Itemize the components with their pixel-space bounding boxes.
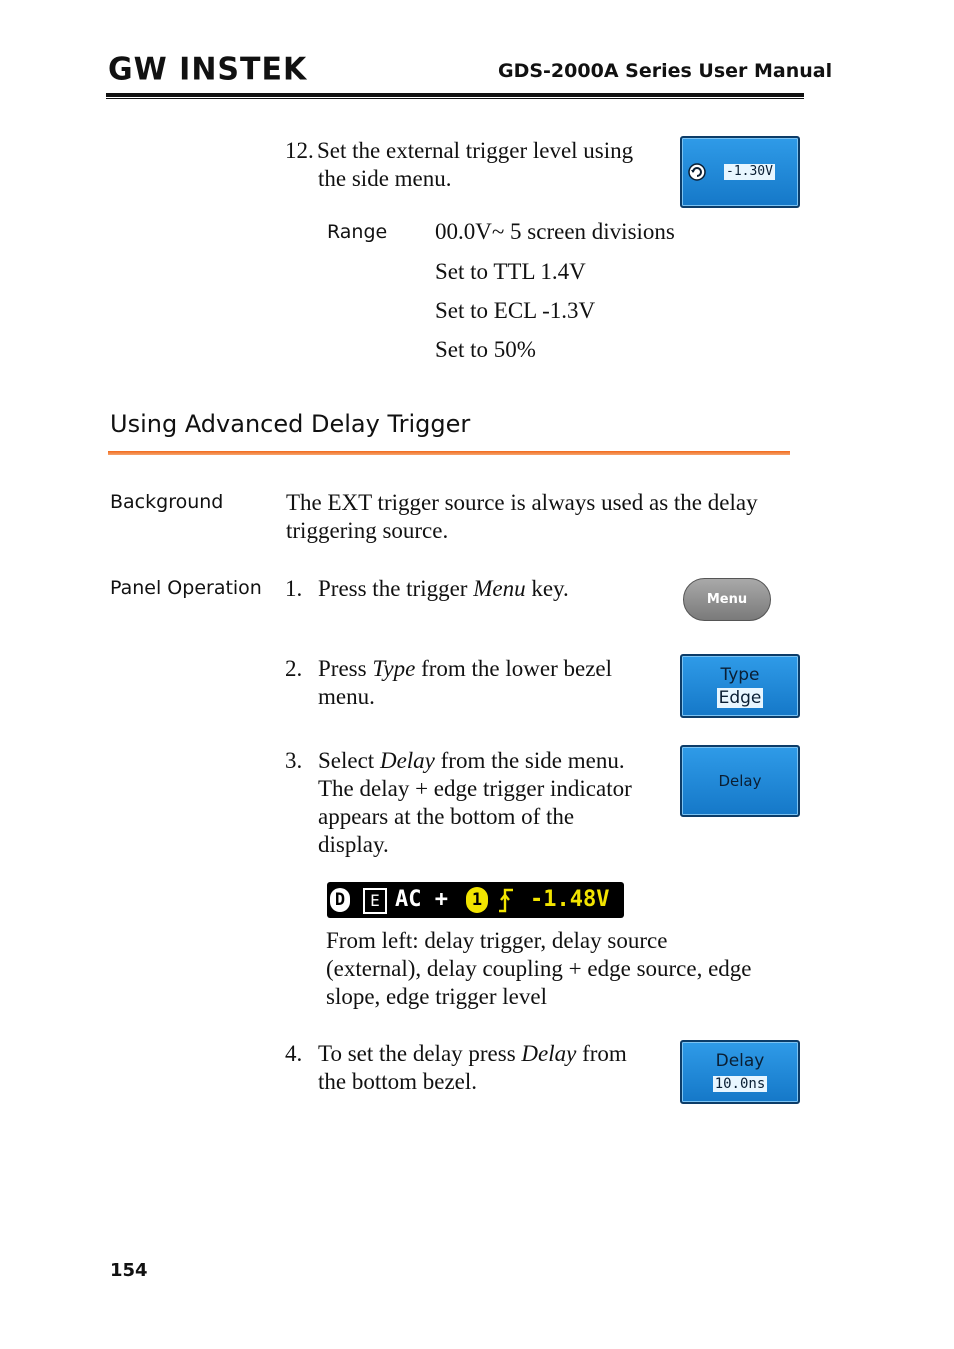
step3-number: 3. — [285, 748, 303, 773]
step2-line2: menu. — [318, 684, 375, 709]
background-label: Background — [110, 491, 224, 513]
delay-bezel-button[interactable] — [680, 1040, 800, 1104]
step4-line2: the bottom bezel. — [318, 1069, 478, 1094]
step1-number: 1. — [285, 576, 303, 601]
step2-number: 2. — [285, 656, 303, 681]
delay-side-button-label: Delay — [718, 772, 762, 790]
trigger-level-value: -1.30V — [726, 164, 773, 179]
background-line1: The EXT trigger source is always used as the delay — [286, 490, 758, 515]
header-rule — [106, 93, 804, 97]
header-rule-thin — [106, 98, 804, 99]
range-item: 00.0V~ 5 screen divisions — [435, 219, 675, 244]
panel-operation-label: Panel Operation — [110, 577, 262, 599]
delay-trigger-indicator — [327, 882, 624, 918]
step3-line1: Select Delay from the side menu. — [318, 748, 625, 773]
delay-trigger-badge: D — [330, 888, 350, 912]
delay-source-badge: E — [363, 888, 387, 914]
type-edge-button-label: Type — [720, 665, 760, 685]
step3-line3: appears at the bottom of the — [318, 804, 575, 829]
trigger-level-button[interactable] — [680, 136, 800, 208]
delay-coupling: AC + — [395, 887, 448, 912]
indicator-caption-line2: (external), delay coupling + edge source, edge — [326, 956, 752, 981]
type-edge-button-value: Edge — [718, 688, 762, 708]
edge-trigger-level: -1.48V — [530, 887, 610, 912]
rising-edge-icon — [497, 887, 517, 913]
background-line2: triggering source. — [286, 518, 449, 543]
step2-line1: Press Type from the lower bezel — [318, 656, 613, 681]
section-rule — [108, 451, 790, 455]
step12-line2: the side menu. — [318, 166, 452, 191]
rotate-knob-icon — [688, 163, 706, 181]
delay-bezel-button-label: Delay — [715, 1051, 765, 1071]
edge-source-badge: 1 — [466, 887, 488, 913]
manual-title: GDS-2000A Series User Manual — [498, 60, 833, 82]
range-item: Set to ECL -1.3V — [435, 298, 596, 323]
section-title: Using Advanced Delay Trigger — [110, 410, 471, 438]
range-item: Set to 50% — [435, 337, 536, 362]
delay-bezel-button-value: 10.0ns — [714, 1076, 766, 1092]
range-label: Range — [327, 221, 388, 243]
step3-line4: display. — [318, 832, 389, 857]
page-number: 154 — [110, 1260, 148, 1281]
brand-logo: GW INSTEK — [108, 51, 308, 88]
indicator-caption-line1: From left: delay trigger, delay source — [326, 928, 668, 953]
delay-side-button[interactable] — [680, 745, 800, 817]
type-edge-button[interactable] — [680, 654, 800, 718]
step12-line1: Set the external trigger level using — [317, 138, 634, 163]
range-item: Set to TTL 1.4V — [435, 259, 586, 284]
step1-text: Press the trigger Menu key. — [318, 576, 569, 601]
step4-line1: To set the delay press Delay from — [318, 1041, 627, 1066]
indicator-caption-line3: slope, edge trigger level — [326, 984, 547, 1009]
menu-key-button[interactable]: Menu — [683, 578, 771, 621]
step4-number: 4. — [285, 1041, 303, 1066]
step3-line2: The delay + edge trigger indicator — [318, 776, 632, 801]
step12-number: 12. — [285, 138, 314, 163]
